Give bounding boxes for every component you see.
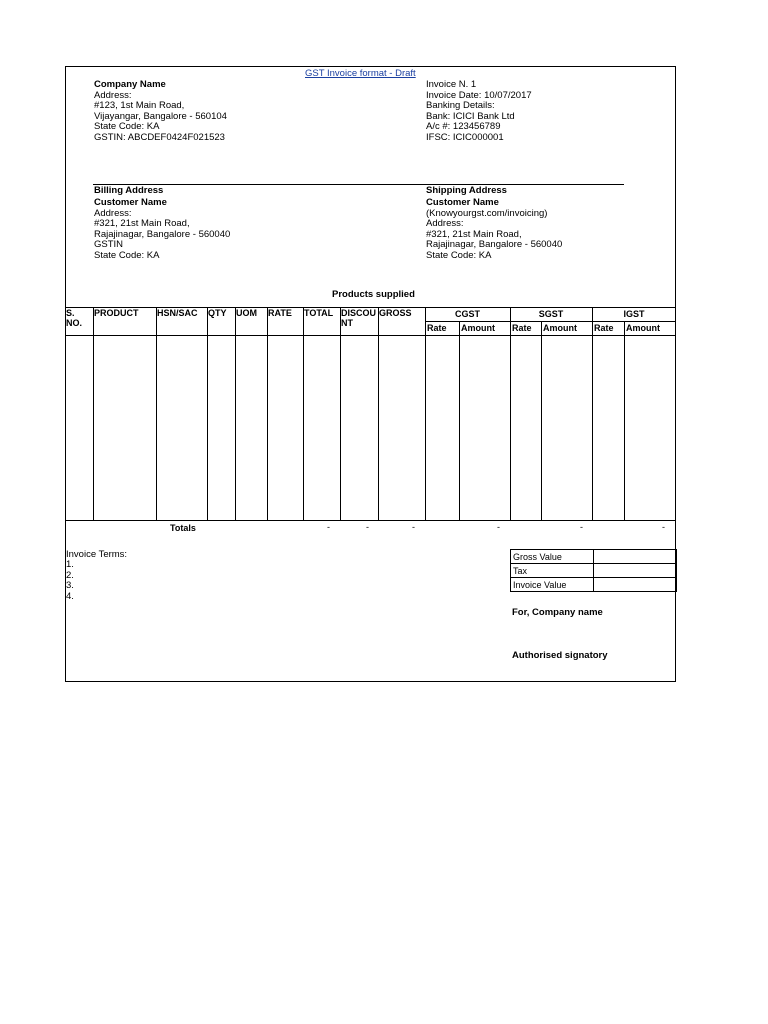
col-header-total: TOTAL: [304, 308, 334, 318]
invoice-title: GST Invoice format - Draft: [305, 68, 416, 79]
banking-details-label: Banking Details:: [426, 100, 495, 111]
invoice-number: Invoice N. 1: [426, 79, 477, 90]
col-divider: [207, 307, 208, 520]
billing-address-line1: #321, 21st Main Road,: [94, 218, 190, 229]
invoice-value-cell: [594, 578, 677, 592]
ifsc-code: IFSC: ICIC000001: [426, 132, 504, 143]
col-divider: [93, 307, 94, 520]
gross-value-label: Gross Value: [511, 550, 594, 564]
col-header-hsn: HSN/SAC: [157, 308, 198, 318]
company-state-code: State Code: KA: [94, 121, 160, 132]
col-header-rate: RATE: [268, 308, 292, 318]
shipping-website: (Knowyourgst.com/invoicing): [426, 208, 548, 219]
company-gstin: GSTIN: ABCDEF0424F021523: [94, 132, 225, 143]
summary-row: [511, 550, 677, 564]
authorised-signatory: Authorised signatory: [512, 650, 608, 661]
term-item: 3.: [66, 580, 74, 591]
tax-cell: [594, 564, 677, 578]
company-address-line2: Vijayangar, Bangalore - 560104: [94, 111, 227, 122]
sgst-dash: -: [580, 522, 583, 532]
col-divider: [510, 307, 511, 520]
col-header-cgst: CGST: [454, 309, 480, 319]
terms-heading: Invoice Terms:: [66, 549, 128, 560]
summary-row: [511, 578, 677, 592]
col-divider: [624, 321, 625, 520]
col-divider: [541, 321, 542, 520]
company-name: Company Name: [94, 79, 166, 90]
col-divider: [303, 307, 304, 520]
invoice-date: Invoice Date: 10/07/2017: [426, 90, 532, 101]
billing-address-label: Address:: [94, 208, 132, 219]
tax-subheader-line: [425, 321, 676, 322]
shipping-customer-name: Customer Name: [426, 197, 499, 208]
col-divider: [459, 321, 460, 520]
cgst-rate-header: Rate: [427, 323, 447, 333]
for-company-name: For, Company name: [512, 607, 603, 618]
shipping-address-line2: Rajajinagar, Bangalore - 560040: [426, 239, 563, 250]
cgst-dash: -: [497, 522, 500, 532]
term-item: 4.: [66, 591, 74, 602]
billing-state-code: State Code: KA: [94, 250, 160, 261]
igst-amount-header: Amount: [626, 323, 660, 333]
discount-dash: -: [366, 522, 369, 532]
account-number: A/c #: 123456789: [426, 121, 501, 132]
term-item: 2.: [66, 570, 74, 581]
shipping-address-line1: #321, 21st Main Road,: [426, 229, 522, 240]
billing-gstin: GSTIN: [94, 239, 124, 250]
col-divider: [425, 307, 426, 520]
billing-customer-name: Customer Name: [94, 197, 167, 208]
gross-dash: -: [412, 522, 415, 532]
shipping-heading: Shipping Address: [426, 185, 507, 196]
body-bottom-border: [65, 520, 676, 521]
company-address-label: Address:: [94, 90, 132, 101]
col-divider: [340, 307, 341, 520]
col-header-uom: UOM: [236, 308, 257, 318]
company-address-line1: #123, 1st Main Road,: [94, 100, 185, 111]
billing-address-line2: Rajajinagar, Bangalore - 560040: [94, 229, 231, 240]
cgst-amount-header: Amount: [461, 323, 495, 333]
shipping-address-label: Address:: [426, 218, 464, 229]
address-divider: [93, 184, 624, 185]
products-heading: Products supplied: [332, 289, 415, 300]
total-dash: -: [327, 522, 330, 532]
col-header-sno: S. NO.: [66, 308, 83, 328]
sgst-amount-header: Amount: [543, 323, 577, 333]
gross-value-cell: [594, 550, 677, 564]
tax-label: Tax: [511, 564, 594, 578]
igst-dash: -: [662, 522, 665, 532]
term-item: 1.: [66, 559, 74, 570]
col-divider: [156, 307, 157, 520]
totals-label: Totals: [170, 523, 196, 533]
col-header-gross: GROSS: [379, 308, 412, 318]
col-divider: [378, 307, 379, 520]
col-divider: [592, 307, 593, 520]
col-header-qty: QTY: [208, 308, 227, 318]
col-header-discount: DISCOU NT: [341, 308, 377, 328]
col-divider: [235, 307, 236, 520]
igst-rate-header: Rate: [594, 323, 614, 333]
bank-name: Bank: ICICI Bank Ltd: [426, 111, 515, 122]
billing-heading: Billing Address: [94, 185, 164, 196]
summary-row: [511, 564, 677, 578]
col-divider: [267, 307, 268, 520]
invoice-value-label: Invoice Value: [511, 578, 594, 592]
col-header-product: PRODUCT: [94, 308, 139, 318]
shipping-state-code: State Code: KA: [426, 250, 492, 261]
col-header-sgst: SGST: [538, 309, 564, 319]
summary-table: [510, 549, 677, 592]
sgst-rate-header: Rate: [512, 323, 532, 333]
col-header-igst: IGST: [623, 309, 645, 319]
